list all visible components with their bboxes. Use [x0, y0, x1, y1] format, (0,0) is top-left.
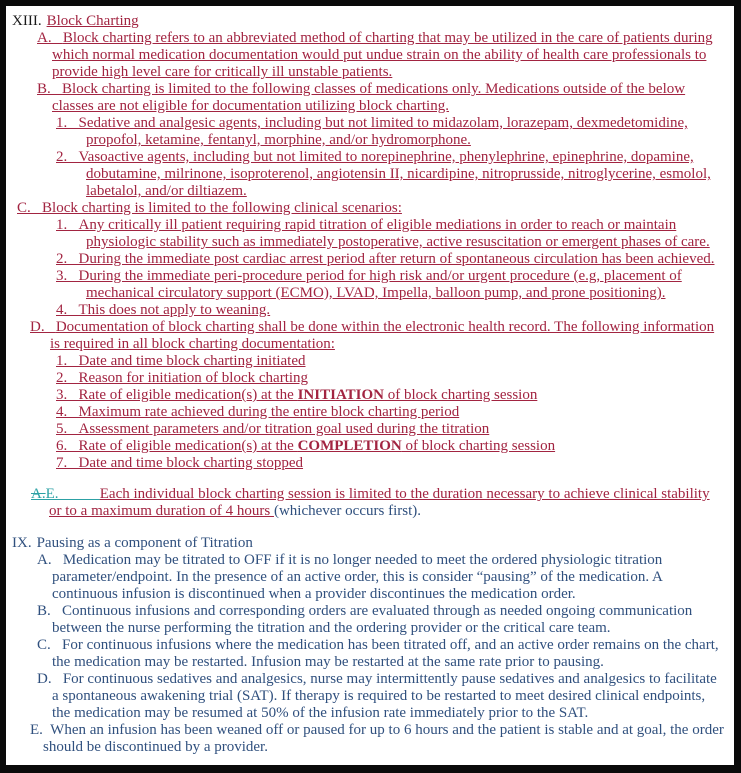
text-run: Each individual block charting session is limited to the duration necessary to achieve clinical stability or to a maximum duration of 4 hours: [49, 486, 710, 519]
tab-leader: [59, 486, 100, 502]
list-item: [8, 438, 724, 455]
list-item: [8, 115, 724, 149]
section-IX: [8, 535, 724, 756]
text-run: This does not apply to weaning.: [78, 302, 271, 318]
list-marker: D.: [37, 671, 63, 687]
text-run: INITIATION: [297, 387, 385, 403]
text-run: Date and time block charting initiated: [78, 353, 306, 369]
list-item: [8, 81, 724, 115]
text-run: Sedative and analgesic agents, including but not limited to midazolam, lorazepam, dexmedetomidine, propofol, ketamine, fentanyl, morphine, and/or hydromorphone.: [78, 115, 688, 148]
list-marker: D.: [30, 319, 56, 335]
text-run: During the immediate post cardiac arrest period after return of spontaneous circulation has been achieved.: [78, 251, 715, 267]
list-marker: A.: [37, 30, 63, 46]
list-marker: 1.: [56, 115, 79, 131]
list-marker: 2.: [56, 149, 79, 165]
list-marker: 5.: [56, 421, 79, 437]
text-run: Documentation of block charting shall be done within the electronic health record. The following information is required in all block charting documentation:: [50, 319, 715, 352]
text-run: Rate of eligible medication(s) at the: [78, 438, 298, 454]
list-marker: 4.: [56, 404, 79, 420]
list-marker: E.: [30, 722, 51, 738]
list-item: [8, 149, 724, 200]
section-title: Pausing as a component of Titration: [36, 535, 253, 551]
text-run: Reason for initiation of block charting: [78, 370, 309, 386]
list-item: [8, 30, 724, 81]
list-item: [8, 302, 724, 319]
text-run: Any critically ill patient requiring rapid titration of eligible mediations in order to reach or maintain physiologic stability such as immediately postoperative, active resuscitation or emergent phases of care.: [78, 217, 710, 250]
text-run: Date and time block charting stopped: [78, 455, 304, 471]
list-marker: 1.: [56, 217, 79, 233]
list-marker: B.: [37, 603, 63, 619]
text-run: When an infusion has been weaned off or paused for up to 6 hours and the patient is stable and at goal, the order should be discontinued by a provider.: [43, 722, 724, 755]
list-item: [8, 637, 724, 671]
list-item: [8, 552, 724, 603]
inserted-marker: E.: [45, 486, 59, 502]
text-run: of block charting session: [401, 438, 556, 454]
tracked-change-item: [8, 486, 724, 520]
section-heading: [8, 13, 724, 30]
list-marker: 2.: [56, 370, 79, 386]
text-run: Maximum rate achieved during the entire block charting period: [78, 404, 460, 420]
list-marker: 6.: [56, 438, 79, 454]
policy-document: [6, 6, 734, 760]
text-run: Continuous infusions and corresponding orders are evaluated through as needed ongoing communication between the nurse performing the titration and the ordering provider or the critical care team.: [52, 603, 693, 636]
text-run: of block charting session: [384, 387, 538, 403]
list-item: [8, 251, 724, 268]
list-marker: C.: [17, 200, 43, 216]
list-marker: 3.: [56, 387, 79, 403]
list-item: [8, 217, 724, 251]
list-marker: 2.: [56, 251, 79, 267]
list-marker: 3.: [56, 268, 79, 284]
paragraph-gap: [8, 472, 724, 486]
text-run: Block charting is limited to the following classes of medications only. Medications outside of the below classes are not eligible for documentation utilizing block charting.: [52, 81, 686, 114]
list-marker: B.: [37, 81, 63, 97]
list-item: [8, 455, 724, 472]
deleted-marker: A.: [31, 486, 46, 502]
list-marker: 1.: [56, 353, 79, 369]
text-run: During the immediate peri-procedure period for high risk and/or urgent procedure (e.g, placement of mechanical circulatory support (ECMO), LVAD, Impella, balloon pump, and prone positioning).: [78, 268, 682, 301]
text-run: Assessment parameters and/or titration goal used during the titration: [78, 421, 490, 437]
text-run: Block charting is limited to the following clinical scenarios:: [42, 200, 402, 216]
section-number: IX.: [12, 535, 32, 551]
text-run: (whichever occurs first).: [273, 503, 421, 519]
list-item: [8, 353, 724, 370]
text-run: Rate of eligible medication(s) at the: [78, 387, 298, 403]
list-item: [8, 404, 724, 421]
list-item: [8, 603, 724, 637]
text-run: For continuous infusions where the medication has been titrated off, and an active order remains on the chart, the medication may be restarted. Infusion may be restarted at the same rate prior to pausing.: [52, 637, 719, 670]
list-item: [8, 319, 724, 353]
text-run: Block charting refers to an abbreviated method of charting that may be utilized in the care of patients during which normal medication documentation would put undue strain on the ability of health care professionals to provide high level care for critically ill unstable patients.: [52, 30, 713, 80]
section-number: XIII.: [12, 13, 42, 29]
list-item: [8, 421, 724, 438]
text-run: For continuous sedatives and analgesics, nurse may intermittently pause sedatives and analgesics to facilitate a spontaneous awakening trial (SAT). If therapy is required to be restarted to meet desired clinical endpoints, the medication may be resumed at 50% of the infusion rate immediately prior to the SAT.: [52, 671, 717, 721]
document-body: [8, 13, 724, 756]
list-marker: A.: [37, 552, 63, 568]
text-run: Medication may be titrated to OFF if it is no longer needed to meet the ordered physiologic titration parameter/endpoint. In the presence of an active order, this is consider “pausing” of the medication. A continuous infusion is discontinued when a provider discontinues the medication order.: [52, 552, 663, 602]
list-marker: C.: [37, 637, 63, 653]
list-item: [8, 722, 724, 756]
list-item: [8, 370, 724, 387]
list-item: [8, 387, 724, 404]
list-item: [8, 268, 724, 302]
list-item: [8, 671, 724, 722]
list-marker: 7.: [56, 455, 79, 471]
section-heading: [8, 535, 724, 552]
section-title: Block Charting: [46, 13, 139, 29]
list-marker: 4.: [56, 302, 79, 318]
text-run: Vasoactive agents, including but not limited to norepinephrine, phenylephrine, epinephrine, dopamine, dobutamine, milrinone, isoproterenol, angiotensin II, nicardipine, nitroprusside, nitroglycerine, esmolol, labetalol, and/or diltiazem.: [78, 149, 711, 199]
section-XIII: [8, 13, 724, 520]
list-item: [8, 200, 724, 217]
list-marker-edited: [31, 486, 100, 502]
text-run: COMPLETION: [297, 438, 402, 454]
